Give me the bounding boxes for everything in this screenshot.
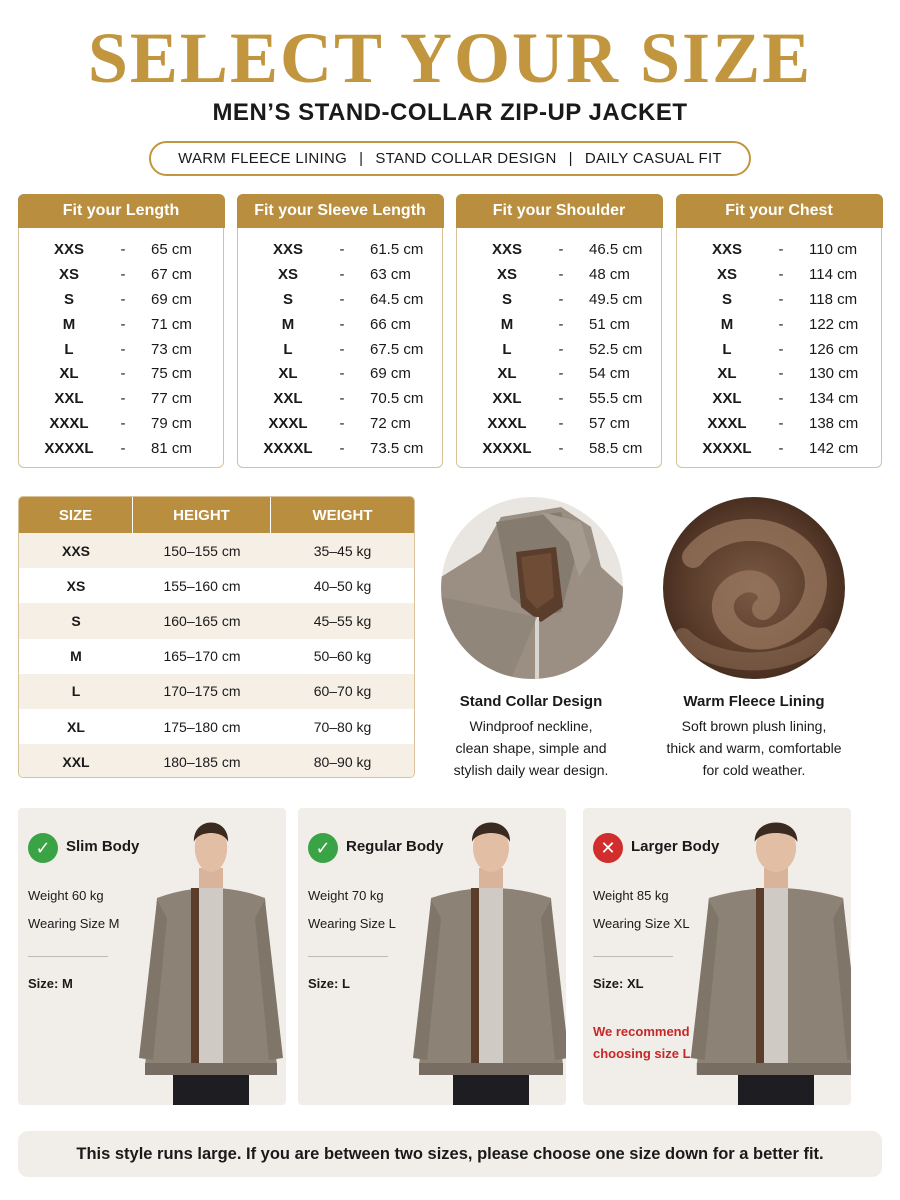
measurement-size: XS [496,266,517,284]
measurement-dash: - [778,414,784,432]
measurement-dash: - [558,390,564,408]
model-wearing: Wearing Size XL [593,916,690,931]
measurement-size: M [62,315,76,333]
collar-description-line: Windproof neckline, [469,718,593,734]
measurement-size: M [281,315,295,333]
measurement-row [457,337,661,362]
measurement-dash: - [558,290,564,308]
measurement-row [238,436,442,461]
measurement-dash: - [339,266,345,284]
measurement-title: Fit your Chest [676,194,883,228]
measurement-value: 58.5 cm [589,439,643,457]
measurement-size: XXS [53,241,84,259]
measurement-dash: - [558,266,564,284]
measurement-value: 142 cm [809,439,859,457]
model-photo [111,808,286,1105]
measurement-row [457,287,661,312]
measurement-size: L [502,340,512,358]
measurement-card [456,194,662,468]
product-subtitle: MEN’S STAND-COLLAR ZIP-UP JACKET [212,99,688,126]
measurement-row [457,238,661,263]
measurement-size: XXXXL [263,439,313,457]
measurement-value: 73.5 cm [370,439,424,457]
size-table-row [19,603,414,638]
measurement-size: XL [278,365,298,383]
row-size: XXL [62,753,90,770]
measurement-dash: - [558,365,564,383]
measurement-row [19,312,223,337]
measurement-row [19,287,223,312]
measurement-dash: - [120,266,126,284]
measurement-row [238,361,442,386]
measurement-title: Fit your Shoulder [456,194,663,228]
measurement-row [238,312,442,337]
measurement-value: 54 cm [589,365,630,383]
fleece-description [644,715,864,781]
row-height: 175–180 cm [163,718,241,735]
measurement-row [19,337,223,362]
fit-note: This style runs large. If you are between two sizes, please choose one size down for a better fit. [18,1131,882,1177]
feature-item: DAILY CASUAL FIT [584,150,722,167]
measurement-size: L [64,340,74,358]
measurement-dash: - [120,315,126,333]
measurement-row [677,386,881,411]
collar-description [421,715,641,781]
measurement-value: 73 cm [151,340,192,358]
feature-separator: | [568,150,573,167]
measurement-value: 75 cm [151,365,192,383]
fleece-photo [663,497,845,679]
measurement-dash: - [339,340,345,358]
recommendation-line: We recommend [593,1024,690,1039]
measurement-row [457,312,661,337]
measurement-dash: - [778,266,784,284]
row-size: XL [67,718,85,735]
size-table [18,496,415,778]
measurement-value: 66 cm [370,315,411,333]
cross-icon: ✕ [593,833,623,863]
measurement-row [238,337,442,362]
size-table-row [19,744,414,778]
check-icon: ✓ [28,833,58,863]
measurement-dash: - [339,439,345,457]
feature-separator: | [359,150,364,167]
measurement-size: S [721,290,732,308]
measurement-card [676,194,882,468]
row-weight: 45–55 kg [313,612,372,629]
measurement-value: 65 cm [151,241,192,259]
row-weight: 40–50 kg [313,577,372,594]
measurement-row [238,411,442,436]
measurement-row [457,361,661,386]
measurement-value: 72 cm [370,414,411,432]
model-size: Size: XL [593,976,644,991]
measurement-dash: - [558,439,564,457]
header-weight: WEIGHT [312,506,373,524]
fleece-description-line: Soft brown plush lining, [681,718,827,734]
measurement-size: XXL [273,390,303,408]
collar-description-line: clean shape, simple and [455,740,607,756]
measurement-row [19,411,223,436]
model-size: Size: M [28,976,73,991]
row-height: 165–170 cm [163,648,241,665]
measurement-value: 48 cm [589,266,630,284]
measurement-size: XS [277,266,298,284]
measurement-dash: - [339,365,345,383]
measurement-size: XXS [491,241,522,259]
measurement-title: Fit your Length [18,194,225,228]
fleece-title: Warm Fleece Lining [683,693,825,710]
measurement-dash: - [339,290,345,308]
row-size: XXS [61,542,90,559]
measurement-size: M [500,315,514,333]
row-size: L [71,683,81,700]
measurement-dash: - [120,290,126,308]
measurement-value: 57 cm [589,414,630,432]
measurement-row [677,411,881,436]
measurement-value: 126 cm [809,340,859,358]
measurement-row [677,361,881,386]
measurement-size: XXXL [49,414,89,432]
measurement-dash: - [558,315,564,333]
row-weight: 50–60 kg [313,648,372,665]
feature-item: WARM FLEECE LINING [178,150,348,167]
model-weight: Weight 70 kg [308,888,384,903]
measurement-row [19,262,223,287]
measurement-size: XXL [492,390,522,408]
divider [593,956,673,957]
header-size: SIZE [19,497,133,533]
measurement-dash: - [778,340,784,358]
measurement-value: 77 cm [151,390,192,408]
row-height: 170–175 cm [163,683,241,700]
measurement-value: 67 cm [151,266,192,284]
fleece-description-line: for cold weather. [702,762,806,778]
measurement-value: 49.5 cm [589,290,643,308]
measurement-size: XXXL [487,414,527,432]
model-wearing: Wearing Size L [308,916,396,931]
measurement-row [19,436,223,461]
measurement-size: XXXL [268,414,308,432]
row-height: 180–185 cm [163,753,241,770]
measurement-row [677,312,881,337]
measurement-value: 52.5 cm [589,340,643,358]
measurement-value: 81 cm [151,439,192,457]
measurement-dash: - [120,390,126,408]
measurement-dash: - [778,241,784,259]
divider [28,956,108,957]
measurement-size: M [720,315,734,333]
measurement-size: XXXL [707,414,747,432]
measurement-dash: - [778,290,784,308]
model-wearing: Wearing Size M [28,916,120,931]
measurement-size: XXS [272,241,303,259]
header-height: HEIGHT [133,497,271,533]
row-height: 160–165 cm [163,612,241,629]
measurement-size: XXXXL [482,439,532,457]
model-size: Size: L [308,976,350,991]
measurement-row [457,386,661,411]
measurement-size: XL [497,365,517,383]
feature-item: STAND COLLAR DESIGN [375,150,557,167]
body-type-card [298,808,566,1105]
size-table-row [19,639,414,674]
measurement-size: L [722,340,732,358]
row-size: S [71,612,81,629]
measurement-row [19,386,223,411]
measurement-size: XS [716,266,737,284]
model-weight: Weight 60 kg [28,888,104,903]
measurement-size: XXL [54,390,84,408]
row-height: 155–160 cm [163,577,241,594]
measurement-card [237,194,443,468]
measurement-dash: - [558,414,564,432]
measurement-row [677,287,881,312]
measurement-dash: - [120,340,126,358]
check-icon: ✓ [308,833,338,863]
measurement-size: XXS [711,241,742,259]
collar-description-line: stylish daily wear design. [453,762,609,778]
measurement-row [457,262,661,287]
measurement-dash: - [120,439,126,457]
row-size: M [70,648,82,665]
measurement-card [18,194,224,468]
recommendation-line: choosing size L [593,1046,691,1061]
measurement-dash: - [339,241,345,259]
measurement-title: Fit your Sleeve Length [237,194,444,228]
measurement-value: 69 cm [370,365,411,383]
measurement-dash: - [778,315,784,333]
model-photo [391,808,566,1105]
measurement-row [238,238,442,263]
size-table-row [19,674,414,709]
measurement-dash: - [339,414,345,432]
measurement-dash: - [558,241,564,259]
measurement-dash: - [778,439,784,457]
measurement-size: XS [58,266,79,284]
measurement-row [457,411,661,436]
row-weight: 80–90 kg [313,753,372,770]
row-height: 150–155 cm [163,542,241,559]
row-weight: 60–70 kg [313,683,372,700]
measurement-value: 64.5 cm [370,290,424,308]
measurement-value: 130 cm [809,365,859,383]
divider [308,956,388,957]
measurement-row [238,287,442,312]
measurement-size: XXXXL [702,439,752,457]
body-type: Larger Body [631,838,720,855]
measurement-size: S [501,290,512,308]
measurement-dash: - [120,241,126,259]
measurement-dash: - [558,340,564,358]
measurement-row [238,262,442,287]
row-weight: 70–80 kg [313,718,372,735]
size-table-row [19,533,414,568]
measurement-value: 110 cm [809,241,858,259]
measurement-value: 118 cm [809,290,858,308]
measurement-value: 51 cm [589,315,630,333]
body-type: Slim Body [66,838,140,855]
measurement-value: 134 cm [809,390,859,408]
row-weight: 35–45 kg [313,542,372,559]
measurement-dash: - [778,390,784,408]
measurement-value: 122 cm [809,315,859,333]
measurement-row [19,361,223,386]
measurement-size: L [283,340,293,358]
measurement-row [19,238,223,263]
measurement-value: 63 cm [370,266,411,284]
size-table-row [19,568,414,603]
body-type: Regular Body [346,838,444,855]
collar-title: Stand Collar Design [459,693,603,710]
measurement-dash: - [339,390,345,408]
measurement-size: XXL [712,390,742,408]
measurement-row [677,262,881,287]
measurement-dash: - [778,365,784,383]
measurement-row [238,386,442,411]
measurement-row [677,337,881,362]
measurement-dash: - [120,414,126,432]
model-photo [676,808,851,1105]
measurement-row [677,436,881,461]
body-type-card [18,808,286,1105]
body-type-card [583,808,851,1105]
feature-pill [149,141,751,176]
measurement-size: XL [59,365,79,383]
measurement-dash: - [339,315,345,333]
row-size: XS [66,577,86,594]
measurement-dash: - [120,365,126,383]
measurement-size: XL [717,365,737,383]
measurement-value: 46.5 cm [589,241,643,259]
measurement-value: 67.5 cm [370,340,424,358]
measurement-size: S [63,290,74,308]
measurement-size: S [282,290,293,308]
size-table-header [19,497,414,533]
model-weight: Weight 85 kg [593,888,669,903]
fleece-description-line: thick and warm, comfortable [666,740,842,756]
measurement-value: 71 cm [151,315,192,333]
measurement-value: 70.5 cm [370,390,424,408]
measurement-value: 61.5 cm [370,241,424,259]
measurement-row [677,238,881,263]
measurement-row [457,436,661,461]
collar-photo [441,497,623,679]
measurement-size: XXXXL [44,439,94,457]
measurement-value: 55.5 cm [589,390,643,408]
page-title: SELECT YOUR SIZE [87,18,813,98]
measurement-value: 79 cm [151,414,192,432]
size-table-row [19,709,414,744]
measurement-value: 69 cm [151,290,192,308]
measurement-value: 114 cm [809,266,858,284]
measurement-value: 138 cm [809,414,859,432]
